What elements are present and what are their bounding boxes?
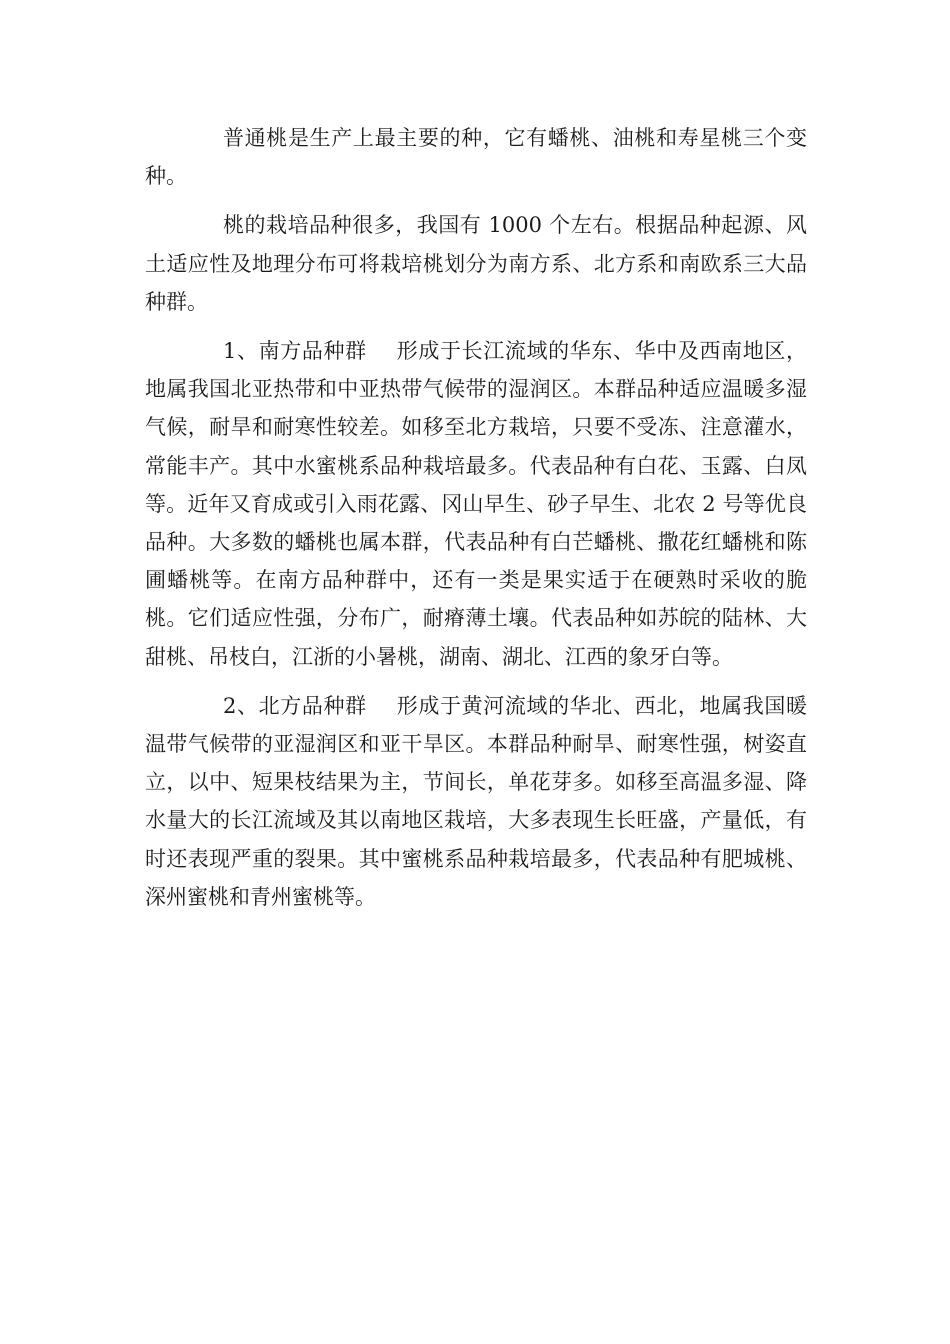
paragraph-cultivar-groups: [145, 206, 807, 321]
section-title: 2、北方品种群: [223, 693, 367, 718]
document-page: [145, 119, 807, 916]
paragraph-peach-varieties: [145, 119, 807, 195]
paragraph-text: 形成于黄河流域的华北、西北，地属我国暖温带气候带的亚湿润区和亚干旱区。本群品种耐旱、耐寒性强，树姿直立，以中、短果枝结果为主，节间长，单花芽多。如移至高温多湿、降水量大的长江流域及其以南地区栽培，大多表现生长旺盛，产量低，有时还表现严重的裂果。其中蜜桃系品种栽培最多，代表品种有肥城桃、深州蜜桃和青州蜜桃等。: [145, 693, 807, 909]
paragraph-southern-group: [145, 332, 807, 676]
paragraph-text: 形成于长江流域的华东、华中及西南地区，地属我国北亚热带和中亚热带气候带的湿润区。本群品种适应温暖多湿气候，耐旱和耐寒性较差。如移至北方栽培，只要不受冻、注意灌水，常能丰产。其中水蜜桃系品种栽培最多。代表品种有白花、玉露、白凤等。近年又育成或引入雨花露、冈山早生、砂子早生、北农 2 号等优良品种。大多数的蟠桃也属本群，代表品种有白芒蟠桃、撒花红蟠桃和陈圃蟠桃等。在南方品种群中，还有一类是果实适于在硬熟时采收的脆桃。它们适应性强，分布广，耐瘠薄土壤。代表品种如苏皖的陆林、大甜桃、吊枝白，江浙的小暑桃，湖南、湖北、江西的象牙白等。: [145, 339, 807, 669]
paragraph-northern-group: [145, 687, 807, 916]
section-title: 1、南方品种群: [223, 339, 367, 364]
paragraph-text: 桃的栽培品种很多，我国有 1000 个左右。根据品种起源、风土适应性及地理分布可将栽培桃划分为南方系、北方系和南欧系三大品种群。: [145, 213, 807, 314]
paragraph-text: 普通桃是生产上最主要的种，它有蟠桃、油桃和寿星桃三个变种。: [145, 126, 807, 189]
